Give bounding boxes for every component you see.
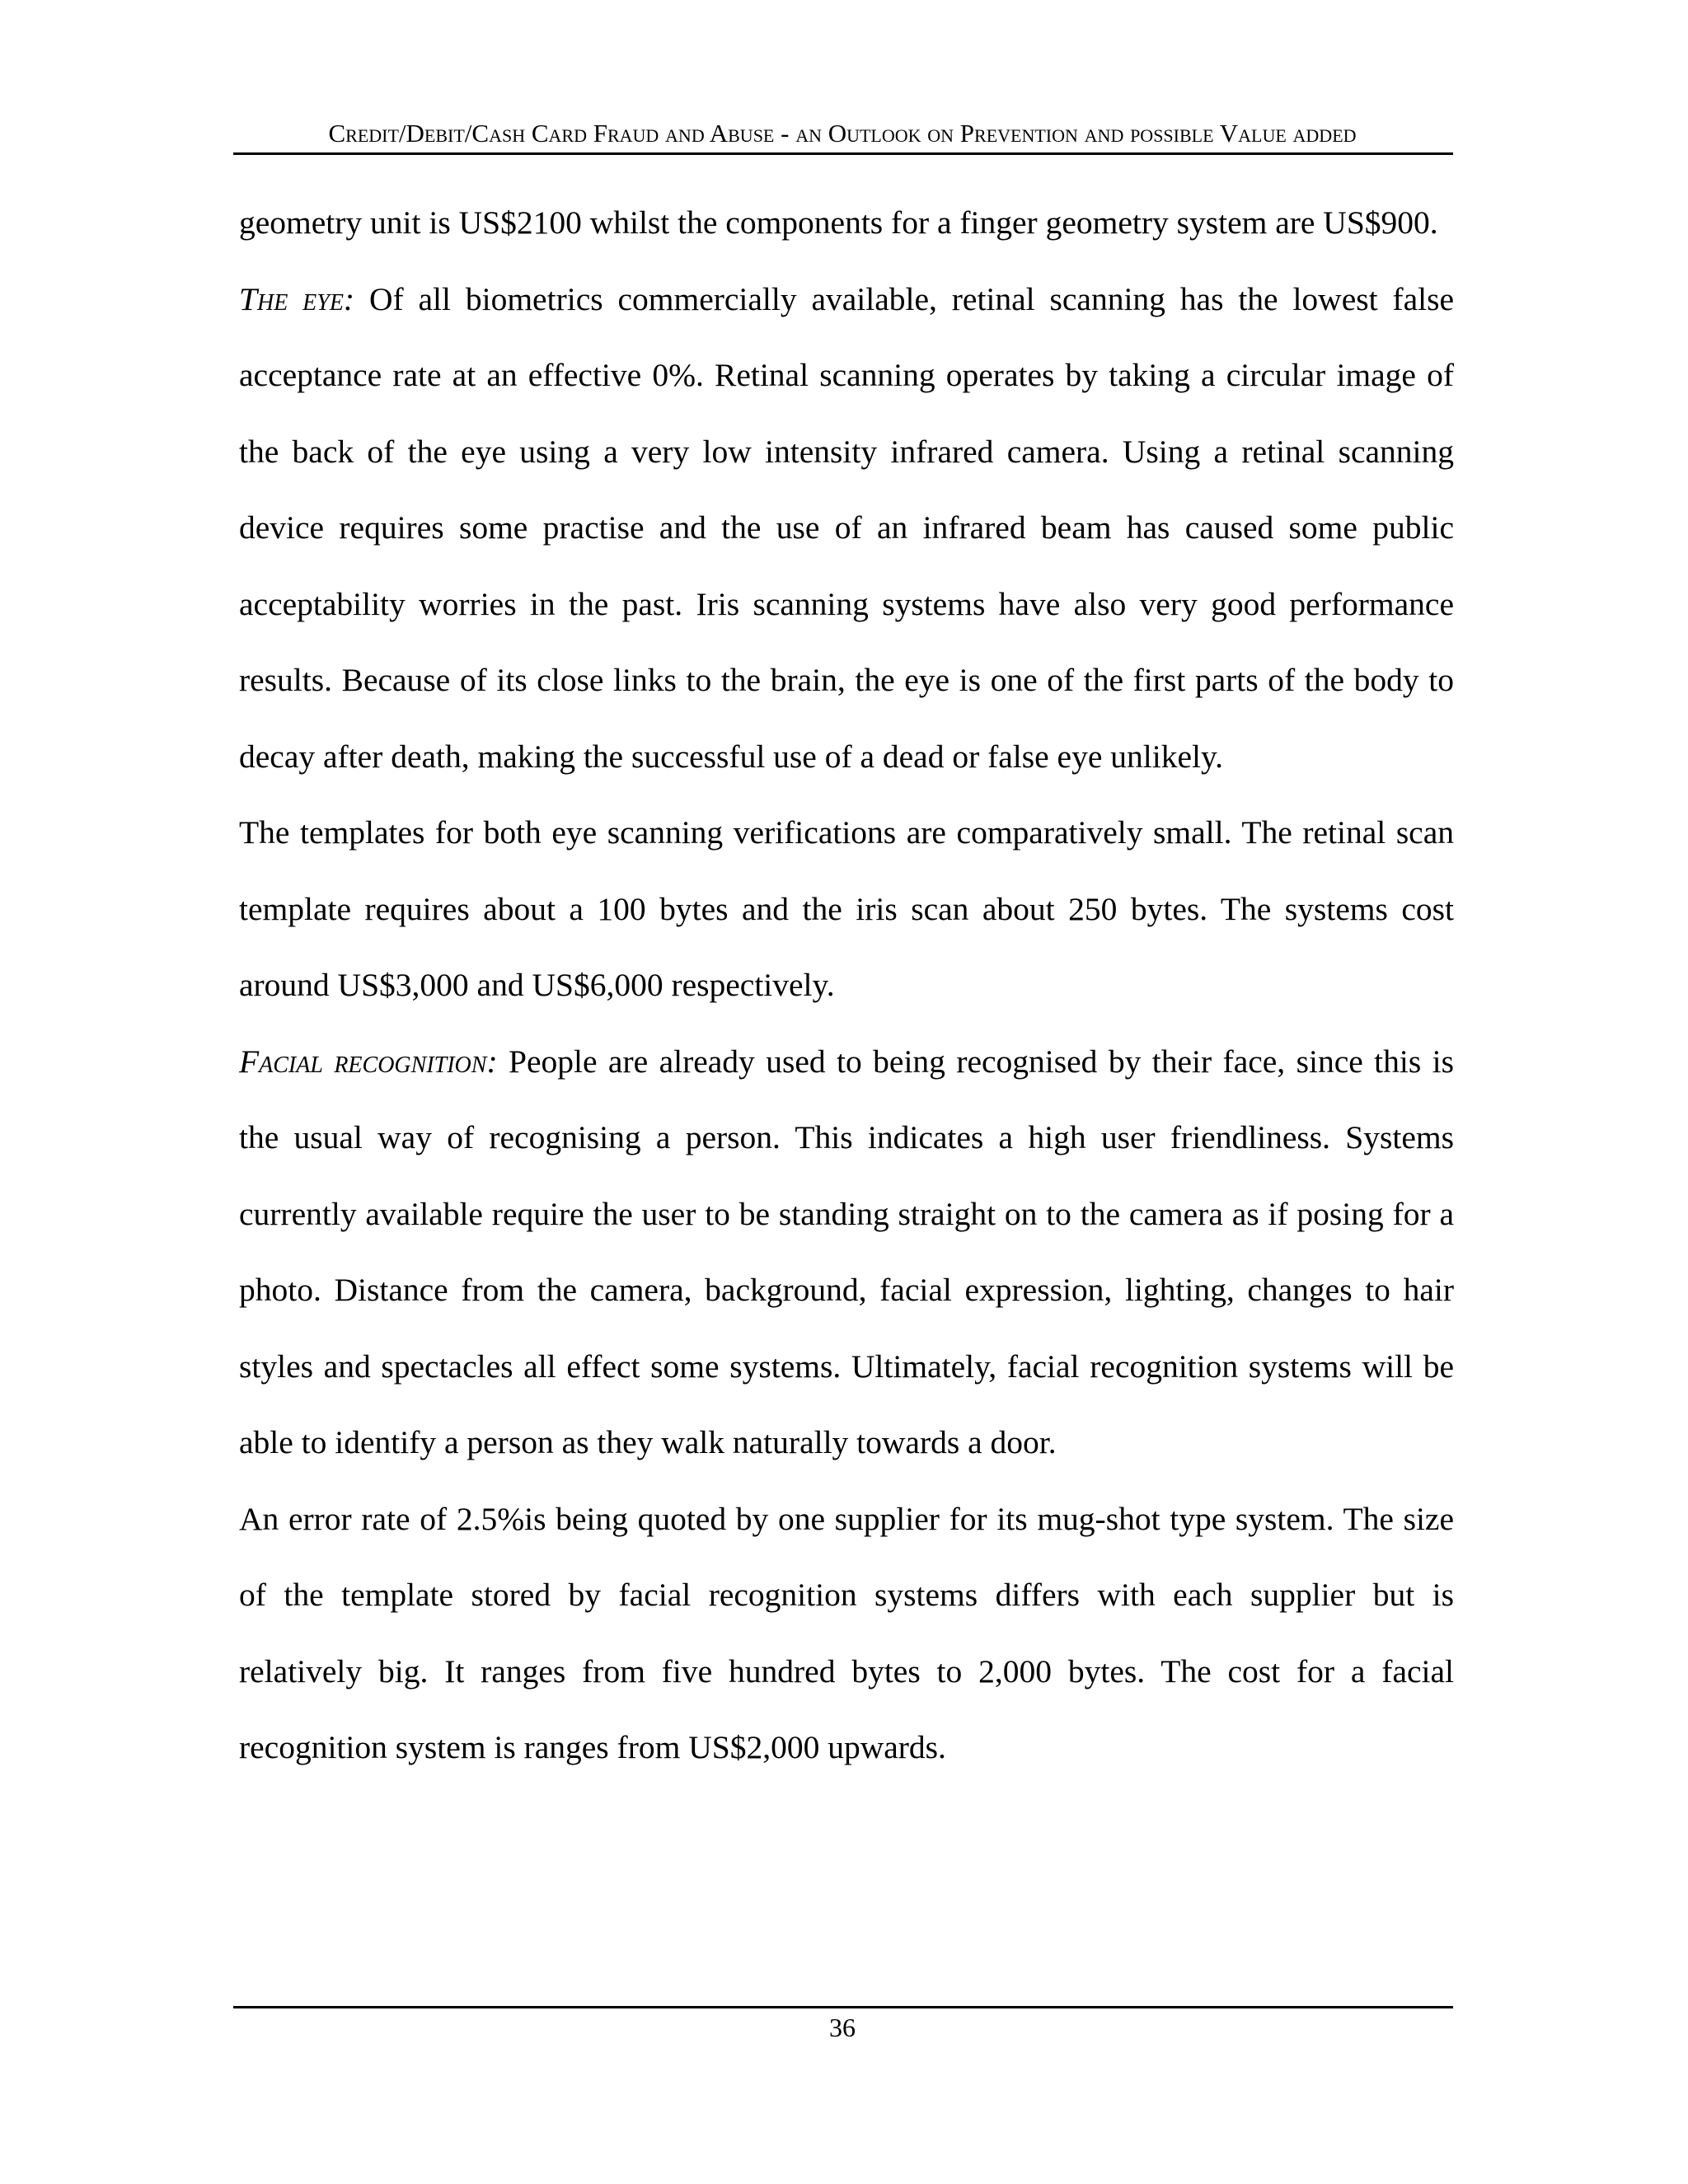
eye-heading: The eye:: [239, 280, 355, 317]
eye-paragraph: [239, 261, 1454, 795]
header-divider: [233, 152, 1453, 155]
facial-paragraph-text: People are already used to being recognised by their face, since this is the usual way of recognising a person. This indicates a high user friendliness. Systems currently available require the user to be standing straight on to the camera as if posing for a photo. Distance from the camera, background, facial expression, lighting, changes to hair styles and spectacles all effect some systems. Ultimately, facial recognition systems will be able to identify a person as they walk naturally towards a door.: [239, 1043, 1454, 1460]
eye-templates-paragraph: The templates for both eye scanning verifications are comparatively small. The retinal scan template requires about a 100 bytes and the iris scan about 250 bytes. The systems cost around US$3,000 and US$6,000 respectively.: [239, 814, 1454, 1003]
facial-error-paragraph: An error rate of 2.5%is being quoted by one supplier for its mug-shot type system. The size of the template stored by facial recognition systems differs with each supplier but is relatively big. It ranges from five hundred bytes to 2,000 bytes. The cost for a facial recognition system is ranges from US$2,000 upwards.: [239, 1500, 1454, 1765]
eye-paragraph-text: Of all biometrics commercially available, retinal scanning has the lowest false acceptance rate at an effective 0%. Retinal scanning operates by taking a circular image of the back of the eye using a very low intensity infrared camera. Using a retinal scanning device requires some practise and the use of an infrared beam has caused some public acceptability worries in the past. Iris scanning systems have also very good performance results. Because of its close links to the brain, the eye is one of the first parts of the body to decay after death, making the successful use of a dead or false eye unlikely.: [239, 280, 1454, 775]
facial-paragraph: [239, 1024, 1454, 1481]
page-number: 36: [829, 2013, 856, 2042]
continued-paragraph: geometry unit is US$2100 whilst the components for a finger geometry system are US$900.: [239, 204, 1438, 241]
running-header: Credit/Debit/Cash Card Fraud and Abuse - an Outlook on Prevention and possible Value added: [328, 119, 1357, 148]
facial-heading: Facial recognition:: [239, 1043, 498, 1080]
body-text: [239, 185, 1454, 1786]
footer-divider: [233, 2006, 1453, 2008]
